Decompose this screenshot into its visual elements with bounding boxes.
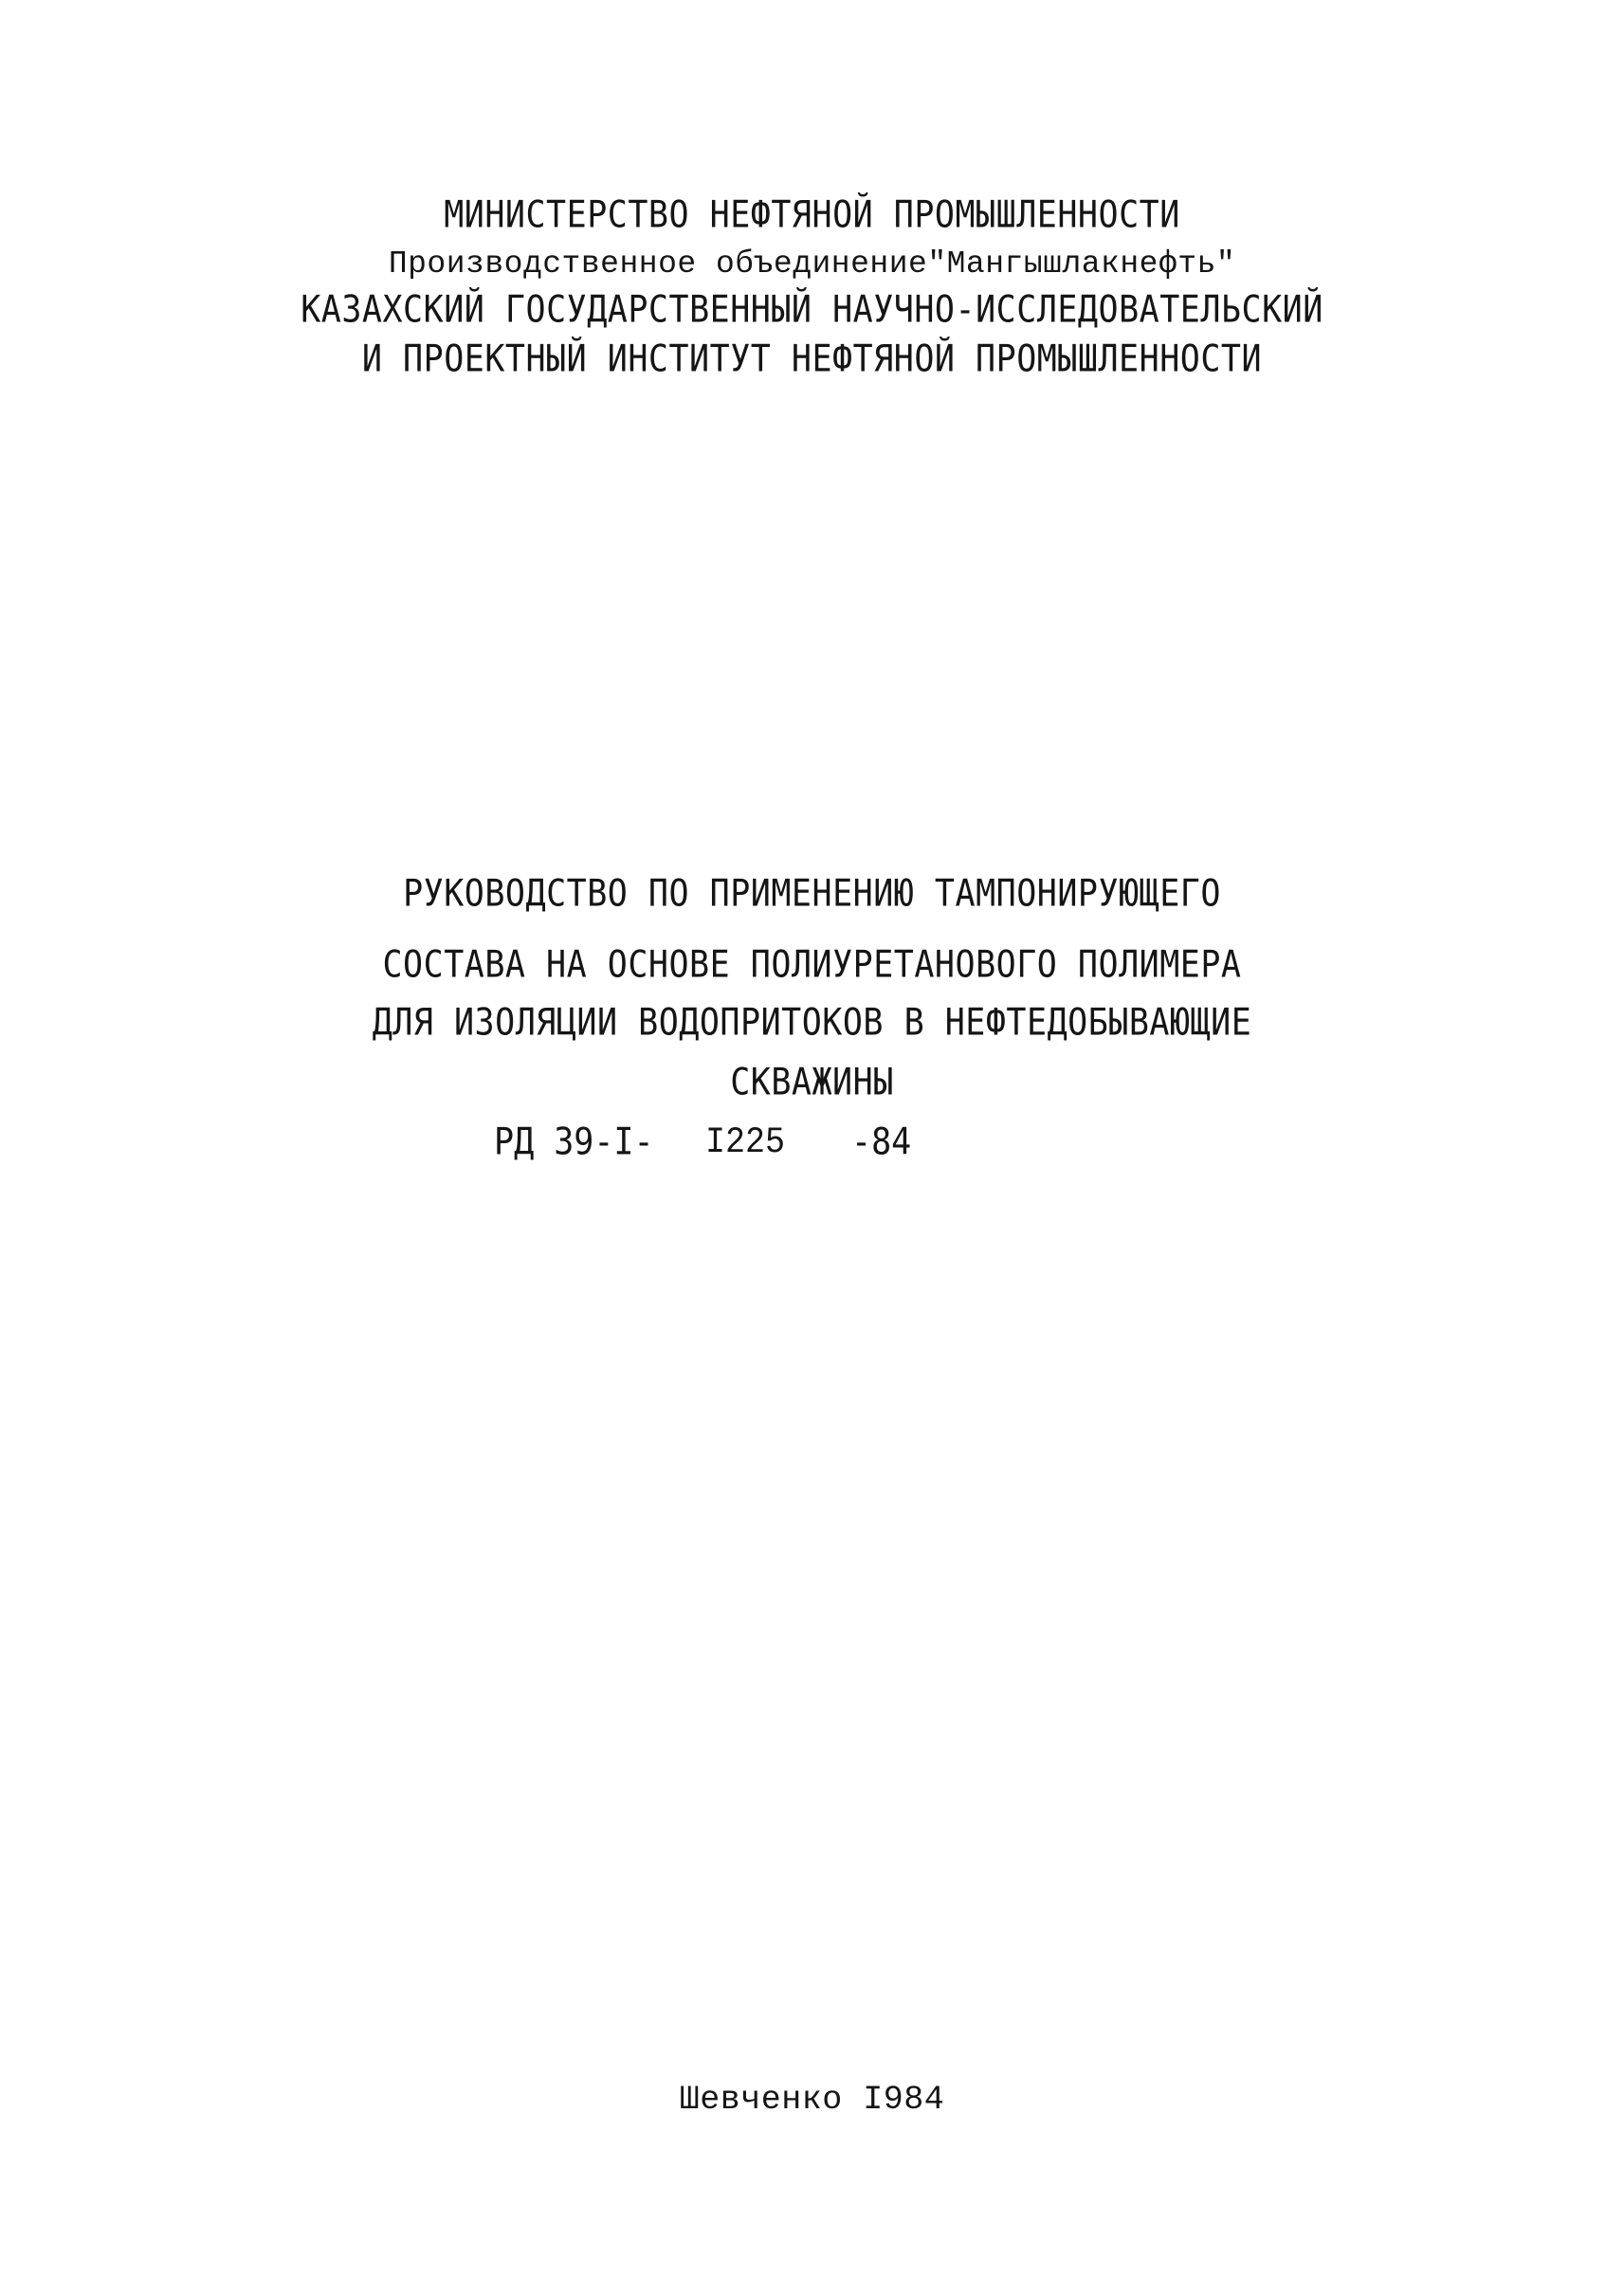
document-code-year: -84 <box>851 1120 912 1164</box>
title-line-3: ДЛЯ ИЗОЛЯЦИИ ВОДОПРИТОКОВ В НЕФТЕДОБЫВАЮЩИЕ <box>372 1001 1252 1045</box>
institute-name-line-1: КАЗАХСКИЙ ГОСУДАРСТВЕННЫЙ НАУЧНО-ИССЛЕДОВАТЕЛЬСКИЙ <box>301 288 1323 332</box>
document-code-prefix: РД 39-I- <box>494 1120 654 1164</box>
title-line-4: СКВАЖИНЫ <box>730 1061 894 1104</box>
title-line-1: РУКОВОДСТВО ПО ПРИМЕНЕНИЮ ТАМПОНИРУЮЩЕГО <box>403 872 1221 916</box>
place-and-year: Шевченко I984 <box>679 2081 945 2119</box>
association-name: Производственное объединение"Мангышлакнефть" <box>388 246 1236 282</box>
title-line-2: СОСТАВА НА ОСНОВЕ ПОЛИУРЕТАНОВОГО ПОЛИМЕРА <box>382 943 1242 987</box>
document-code-number: I225 <box>705 1120 786 1164</box>
institute-name-line-2: И ПРОЕКТНЫЙ ИНСТИТУТ НЕФТЯНОЙ ПРОМЫШЛЕННОСТИ <box>361 337 1263 381</box>
ministry-name: МИНИСТЕРСТВО НЕФТЯНОЙ ПРОМЫШЛЕННОСТИ <box>444 193 1180 237</box>
